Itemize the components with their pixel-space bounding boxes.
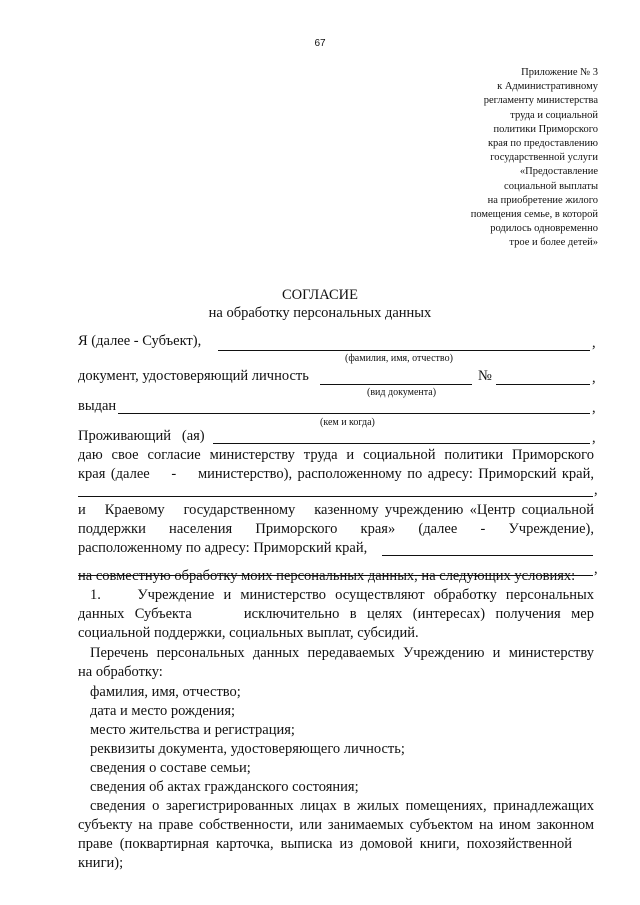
comma: , (592, 370, 596, 386)
institution-line: поддержки населения Приморского края» (далее - Учреждение), (78, 521, 594, 537)
subject-label: Я (далее - Субъект), (78, 333, 202, 349)
issued-hint: (кем и когда) (320, 417, 375, 428)
ministry-address-field[interactable] (78, 496, 593, 497)
page-number: 67 (314, 38, 326, 49)
appendix-line: труда и социальной (510, 109, 598, 121)
issued-field[interactable] (118, 413, 590, 414)
institution-line: и Краевому государственному казенному учреждению «Центр социальной (78, 502, 594, 518)
appendix-line: родилось одновременно (490, 223, 598, 235)
list-intro: Перечень персональных данных передаваемых Учреждению и министерству (90, 645, 594, 661)
document-title: СОГЛАСИЕ (281, 287, 359, 303)
p1-line: данных Субъекта исключительно в целях (интересах) получения мер (78, 606, 594, 622)
appendix-line: на приобретение жилого (487, 194, 598, 206)
list-item: реквизиты документа, удостоверяющего личность; (90, 741, 405, 757)
doc-number-field[interactable] (496, 384, 590, 385)
number-label: № (478, 368, 492, 384)
comma: , (592, 430, 596, 446)
list-item-long: сведения о зарегистрированных лицах в жилых помещениях, принадлежащих (90, 798, 594, 814)
fio-field[interactable] (218, 350, 590, 351)
consent-line: даю свое согласие министерству труда и социальной политики Приморского (78, 447, 594, 463)
list-item: фамилия, имя, отчество; (90, 684, 241, 700)
institution-line: расположенному по адресу: Приморский край, (78, 540, 368, 556)
p1-line: 1. Учреждение и министерство осуществляют обработку персональных (90, 587, 594, 603)
institution-address-field[interactable] (382, 555, 593, 556)
appendix-line: регламенту министерства (483, 95, 598, 107)
residing-label: Проживающий (ая) (78, 428, 205, 444)
issued-label: выдан (78, 398, 117, 414)
comma: , (592, 335, 596, 351)
appendix-line: «Предоставление (519, 166, 598, 178)
doc-label: документ, удостоверяющий личность (78, 368, 309, 384)
list-item: место жительства и регистрация; (90, 722, 295, 738)
joint-processing-line: на совместную обработку моих персональных данных, на следующих условиях: (78, 568, 576, 584)
list-item: сведения о составе семьи; (90, 760, 251, 776)
list-item: сведения об актах гражданского состояния; (90, 779, 359, 795)
comma: , (594, 482, 598, 498)
consent-line: края (далее - министерство), расположенному по адресу: Приморский край, (78, 466, 594, 482)
address-field[interactable] (213, 443, 590, 444)
appendix-line: края по предоставлению (487, 138, 598, 150)
appendix-line: Приложение № 3 (521, 67, 598, 78)
p1-line: социальной поддержки, социальных выплат, субсидий. (78, 625, 419, 641)
list-intro: на обработку: (78, 664, 163, 680)
list-item-long: книги); (78, 855, 124, 871)
list-item: дата и место рождения; (90, 703, 236, 719)
appendix-line: помещения семье, в которой (470, 209, 598, 221)
fio-hint: (фамилия, имя, отчество) (345, 353, 453, 364)
list-item-long: субъекту на праве собственности, или занимаемых субъектом на ином законном (78, 817, 594, 833)
comma: , (594, 561, 598, 577)
document-subtitle: на обработку персональных данных (208, 305, 432, 321)
comma: , (592, 400, 596, 416)
appendix-line: к Административному (497, 81, 598, 93)
doc-type-field[interactable] (320, 384, 472, 385)
appendix-line: политики Приморского (493, 123, 598, 135)
list-item-long: праве (поквартирная карточка, выписка из домовой книги, похозяйственной (78, 836, 572, 852)
doc-type-hint: (вид документа) (367, 387, 437, 398)
appendix-line: государственной услуги (490, 152, 598, 164)
appendix-line: социальной выплаты (504, 180, 598, 192)
appendix-block (378, 66, 598, 251)
appendix-line: трое и более детей» (509, 237, 598, 249)
